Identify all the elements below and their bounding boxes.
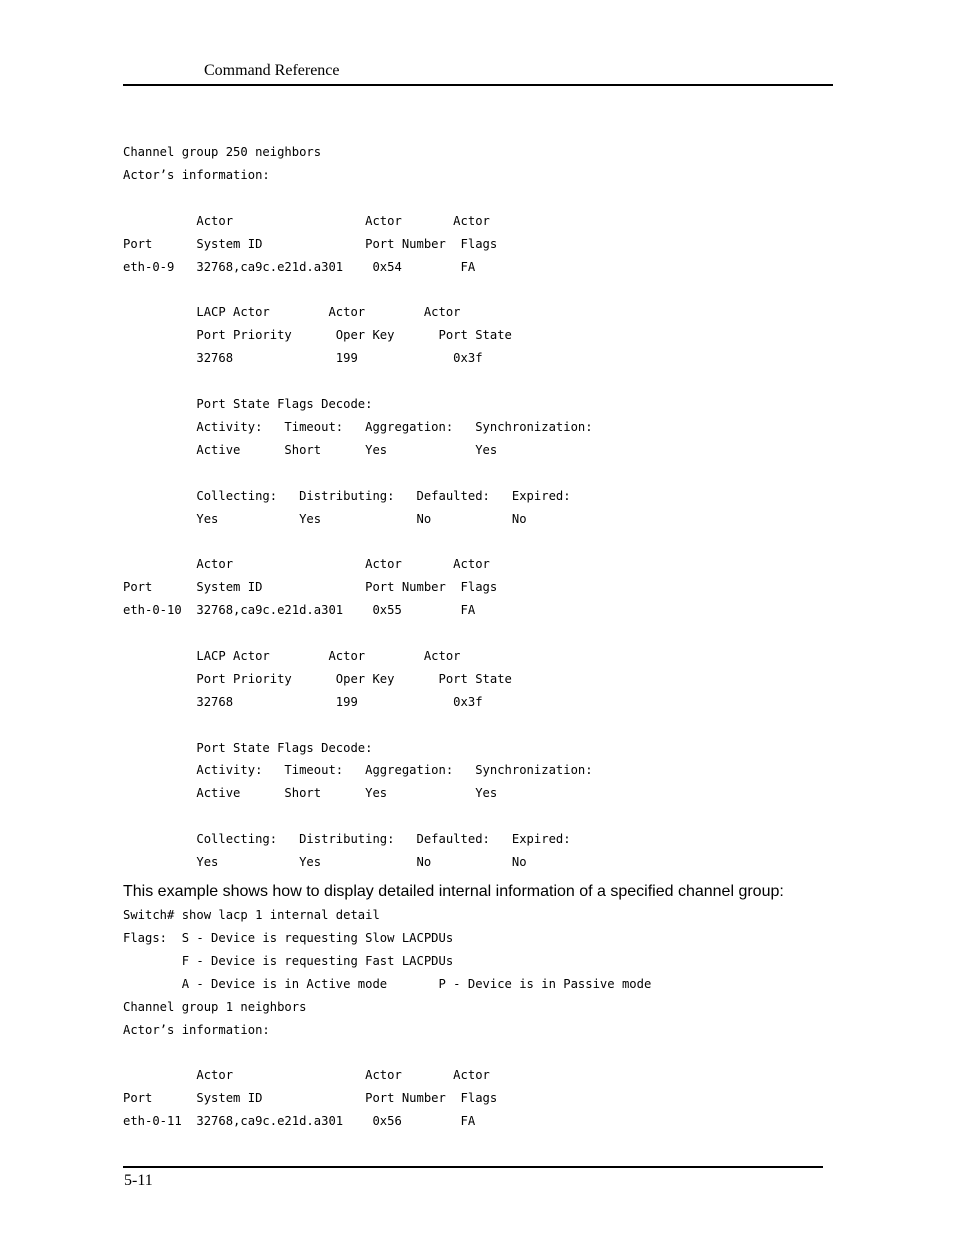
footer-rule [123, 1166, 823, 1168]
cli-output-lacp-internal-detail: Switch# show lacp 1 internal detail Flags: S - Device is requesting Slow LACPDUs F - Device is requesting Fast LACPDUs A - Device is in Active mode P - Device is in Passive mode Channel group 1 neighbors Actor’s information: Actor Actor Actor Port System ID Port Number Flags eth-0-11 32768,ca9c.e21d.a301 0x56 FA [123, 908, 652, 1129]
cli-output-channel-group-250: Channel group 250 neighbors Actor’s information: Actor Actor Actor Port System ID Port Number Flags eth-0-9 32768,ca9c.e21d.a301 0x54 FA LACP Actor Actor Actor Port Priority Oper Key Port State 32768 199 0x3f Port State Flags Decode: Activity: Timeout: Aggregation: Synchronization: Active Short Yes Yes Collecting: Distributing: Defaulted: Expired: Yes Yes No No Actor Actor Actor Port System ID Port Number Flags eth-0-10 32768,ca9c.e21d.a301 0x55 FA LACP Actor Actor Actor Port Priority Oper Key Port State 32768 199 0x3f Port State Flags Decode: Activity: Timeout: Aggregation: Synchronization: Active Short Yes Yes Collecting: Distributing: Defaulted: Expired: Yes Yes No No [123, 145, 593, 870]
page-number: 5-11 [124, 1172, 153, 1189]
example-description: This example shows how to display detailed internal information of a specified channel group: [123, 883, 784, 900]
page-body [123, 141, 823, 1133]
page-header-title: Command Reference [204, 62, 340, 79]
header-rule [123, 84, 833, 86]
